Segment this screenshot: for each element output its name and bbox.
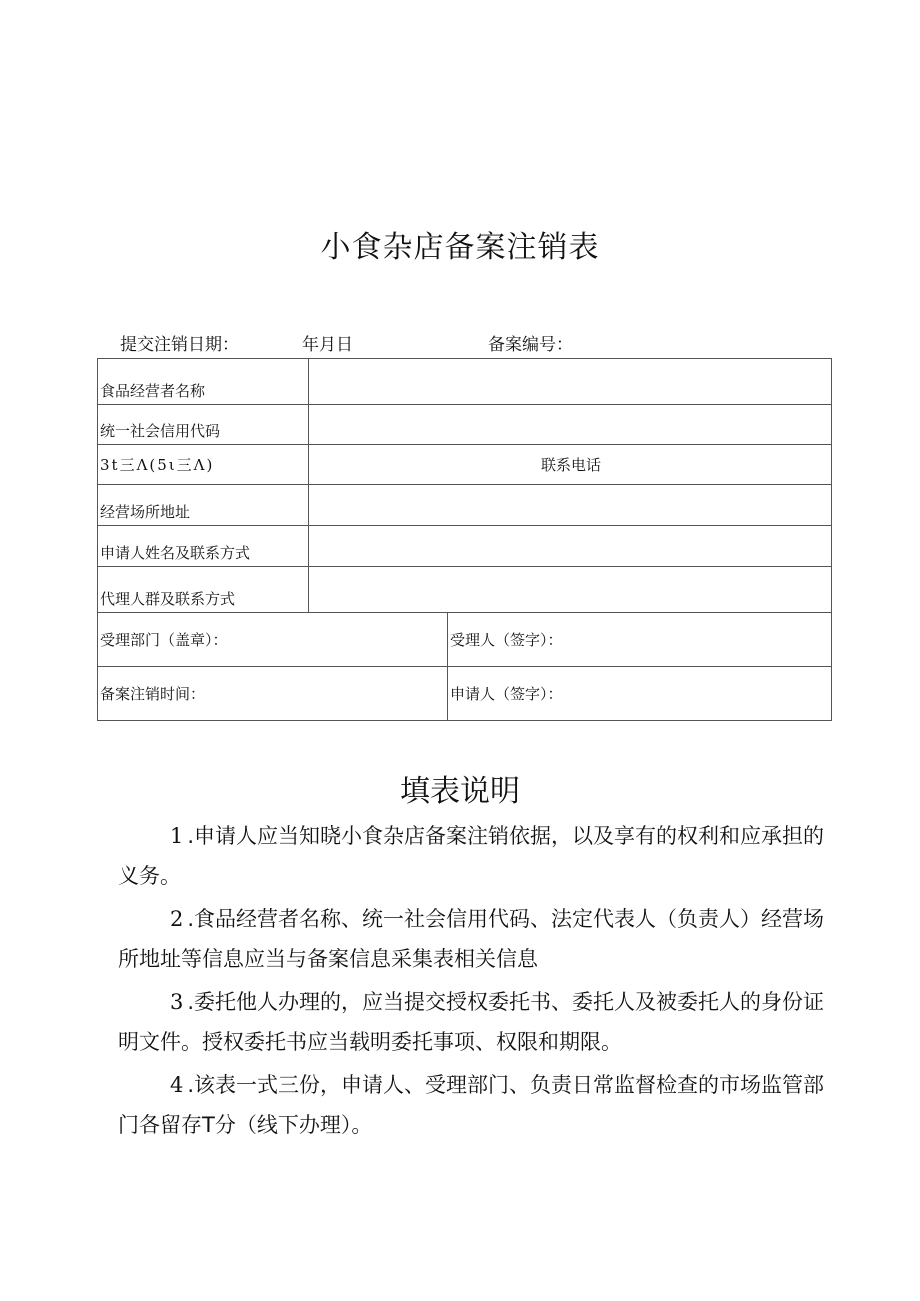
item-text: .委托他人办理的，应当提交授权委托书、委托人及被委托人的身份证明文件。授权委托书应当载明委托事项、权限和期限。 xyxy=(118,990,825,1054)
address-label: 经营场所地址 xyxy=(98,485,309,526)
submit-date-value: 年月日 xyxy=(302,335,353,355)
dept-seal-label: 受理部门（盖章）： xyxy=(98,613,448,667)
list-item xyxy=(118,1065,834,1145)
table-row xyxy=(98,613,832,667)
item-text: .食品经营者名称、统一社会信用代码、法定代表人（负责人）经营场所地址等信息应当与备案信息采集表相关信息 xyxy=(118,907,825,971)
operator-name-field[interactable] xyxy=(309,359,832,405)
instructions-title: 填表说明 xyxy=(400,774,520,809)
table-row xyxy=(98,485,832,526)
item-text: .申请人应当知晓小食杂店备案注销依据，以及享有的权利和应承担的义务。 xyxy=(118,824,825,888)
table-row xyxy=(98,567,832,613)
record-number-label: 备案编号： xyxy=(488,335,573,355)
table-row xyxy=(98,445,832,485)
applicant-sign-label: 申请人（签字）： xyxy=(448,667,832,721)
page-title: 小食杂店备案注销表 xyxy=(320,230,600,265)
item-text: .该表一式三份，申请人、受理部门、负责日常监督检查的市场监管部门各留存T分（线下办理）。 xyxy=(118,1073,825,1137)
table-row xyxy=(98,405,832,445)
legal-rep-label: 3t三Λ(5ι三Λ) xyxy=(98,445,309,485)
item-number: 2 xyxy=(170,907,184,931)
instructions-list xyxy=(118,816,834,1148)
table-row xyxy=(98,359,832,405)
operator-name-label: 食品经营者名称 xyxy=(98,359,309,405)
agent-field[interactable] xyxy=(309,567,832,613)
table-row xyxy=(98,526,832,567)
receiver-sign-label: 受理人（签字）： xyxy=(448,613,832,667)
submit-date-label: 提交注销日期： xyxy=(120,335,239,355)
cancel-time-label: 备案注销时间： xyxy=(98,667,448,721)
list-item xyxy=(118,899,834,979)
table-row xyxy=(98,667,832,721)
phone-label: 联系电话 xyxy=(309,445,832,485)
list-item xyxy=(118,982,834,1062)
item-number: 3 xyxy=(170,990,184,1014)
credit-code-label: 统一社会信用代码 xyxy=(98,405,309,445)
applicant-field[interactable] xyxy=(309,526,832,567)
agent-label: 代理人群及联系方式 xyxy=(98,567,309,613)
credit-code-field[interactable] xyxy=(309,405,832,445)
item-number: 1 xyxy=(170,824,184,848)
address-field[interactable] xyxy=(309,485,832,526)
cancellation-form-table xyxy=(97,358,832,721)
applicant-label: 申请人姓名及联系方式 xyxy=(98,526,309,567)
list-item xyxy=(118,816,834,896)
item-number: 4 xyxy=(170,1073,184,1097)
